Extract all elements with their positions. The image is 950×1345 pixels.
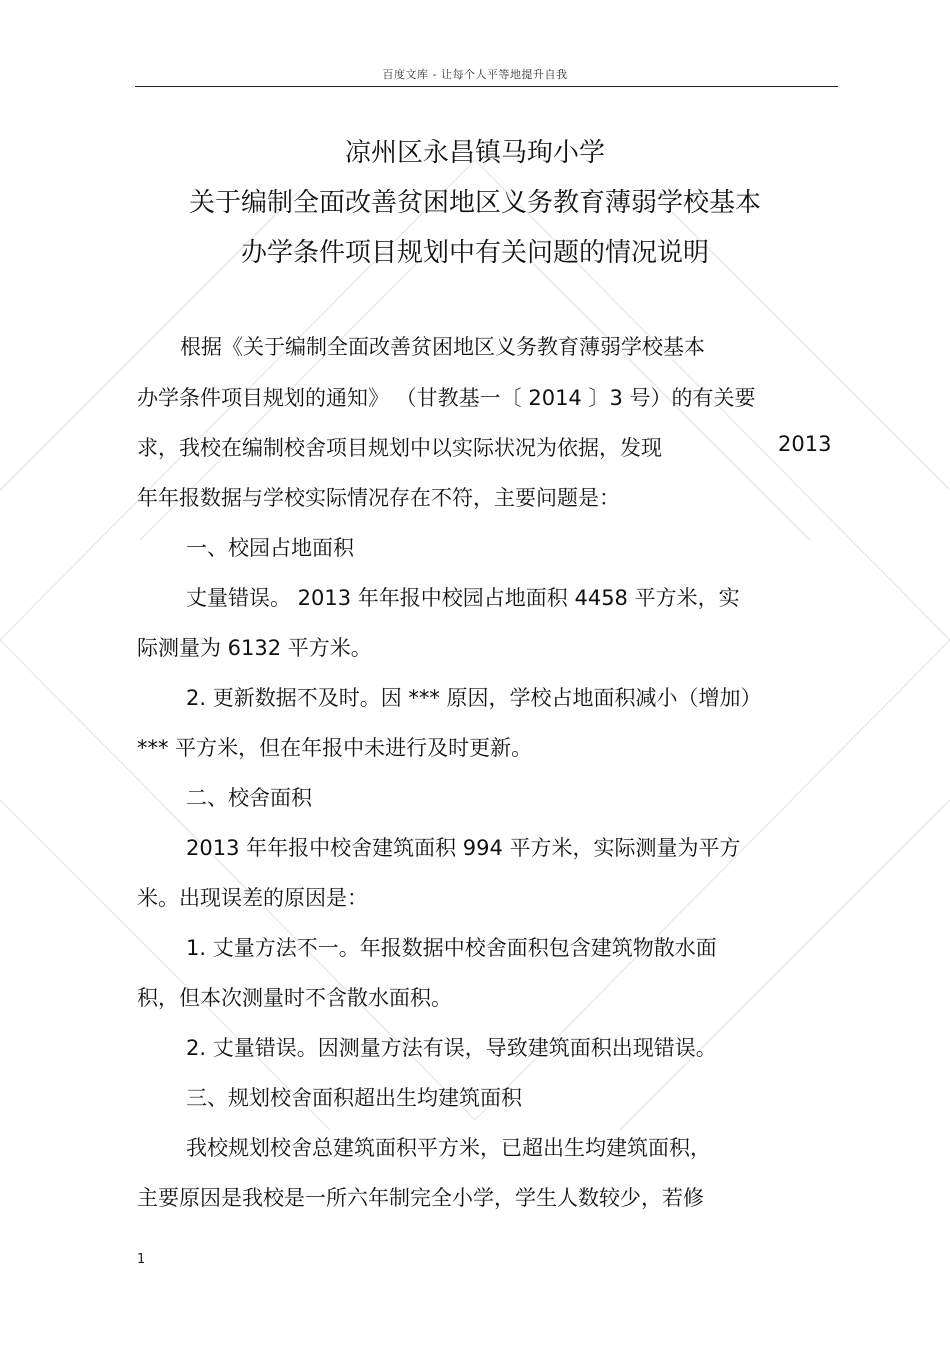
paragraph-4-line-1: 2013 年年报中校舍建筑面积 994 平方米，实际测量为平方 <box>186 836 741 860</box>
paragraph-1-line-4: 年年报数据与学校实际情况存在不符，主要问题是： <box>137 486 620 510</box>
paragraph-3-line-2: *** 平方米，但在年报中未进行及时更新。 <box>137 736 533 760</box>
header-divider <box>135 86 838 87</box>
document-title-line-2: 关于编制全面改善贫困地区义务教育薄弱学校基本 <box>188 188 761 218</box>
section-heading-1: 一、校园占地面积 <box>186 536 354 560</box>
paragraph-1-line-1: 根据《关于编制全面改善贫困地区义务教育薄弱学校基本 <box>180 335 705 359</box>
page-number: 1 <box>137 1252 146 1267</box>
document-title-line-1: 凉州区永昌镇马珣小学 <box>344 138 605 168</box>
section-heading-2: 二、校舍面积 <box>186 786 312 810</box>
paragraph-2-line-1: 丈量错误。 2013 年年报中校园占地面积 4458 平方米，实 <box>186 586 740 610</box>
paragraph-2-line-2: 际测量为 6132 平方米。 <box>137 636 372 660</box>
paragraph-1-line-2: 办学条件项目规划的通知》 （甘教基一〔 2014 〕3 号）的有关要 <box>137 386 756 410</box>
paragraph-5-line-2: 积，但本次测量时不含散水面积。 <box>137 986 452 1010</box>
document-header: 百度文库 - 让每个人平等地提升自我 <box>382 68 568 81</box>
section-heading-3: 三、规划校舍面积超出生均建筑面积 <box>186 1086 522 1110</box>
paragraph-7-line-1: 我校规划校舍总建筑面积平方米，已超出生均建筑面积， <box>186 1136 711 1160</box>
paragraph-1-line-3: 求，我校在编制校舍项目规划中以实际状况为依据，发现 <box>137 436 662 460</box>
paragraph-1-year: 2013 <box>778 432 832 456</box>
document-title-line-3: 办学条件项目规划中有关问题的情况说明 <box>240 238 709 268</box>
paragraph-6: 2. 丈量错误。因测量方法有误，导致建筑面积出现错误。 <box>186 1036 717 1060</box>
paragraph-7-line-2: 主要原因是我校是一所六年制完全小学，学生人数较少，若修 <box>137 1186 704 1210</box>
paragraph-4-line-2: 米。出现误差的原因是： <box>137 886 368 910</box>
paragraph-3-line-1: 2. 更新数据不及时。因 *** 原因，学校占地面积减小（增加） <box>186 686 762 710</box>
paragraph-5-line-1: 1. 丈量方法不一。年报数据中校舍面积包含建筑物散水面 <box>186 936 717 960</box>
